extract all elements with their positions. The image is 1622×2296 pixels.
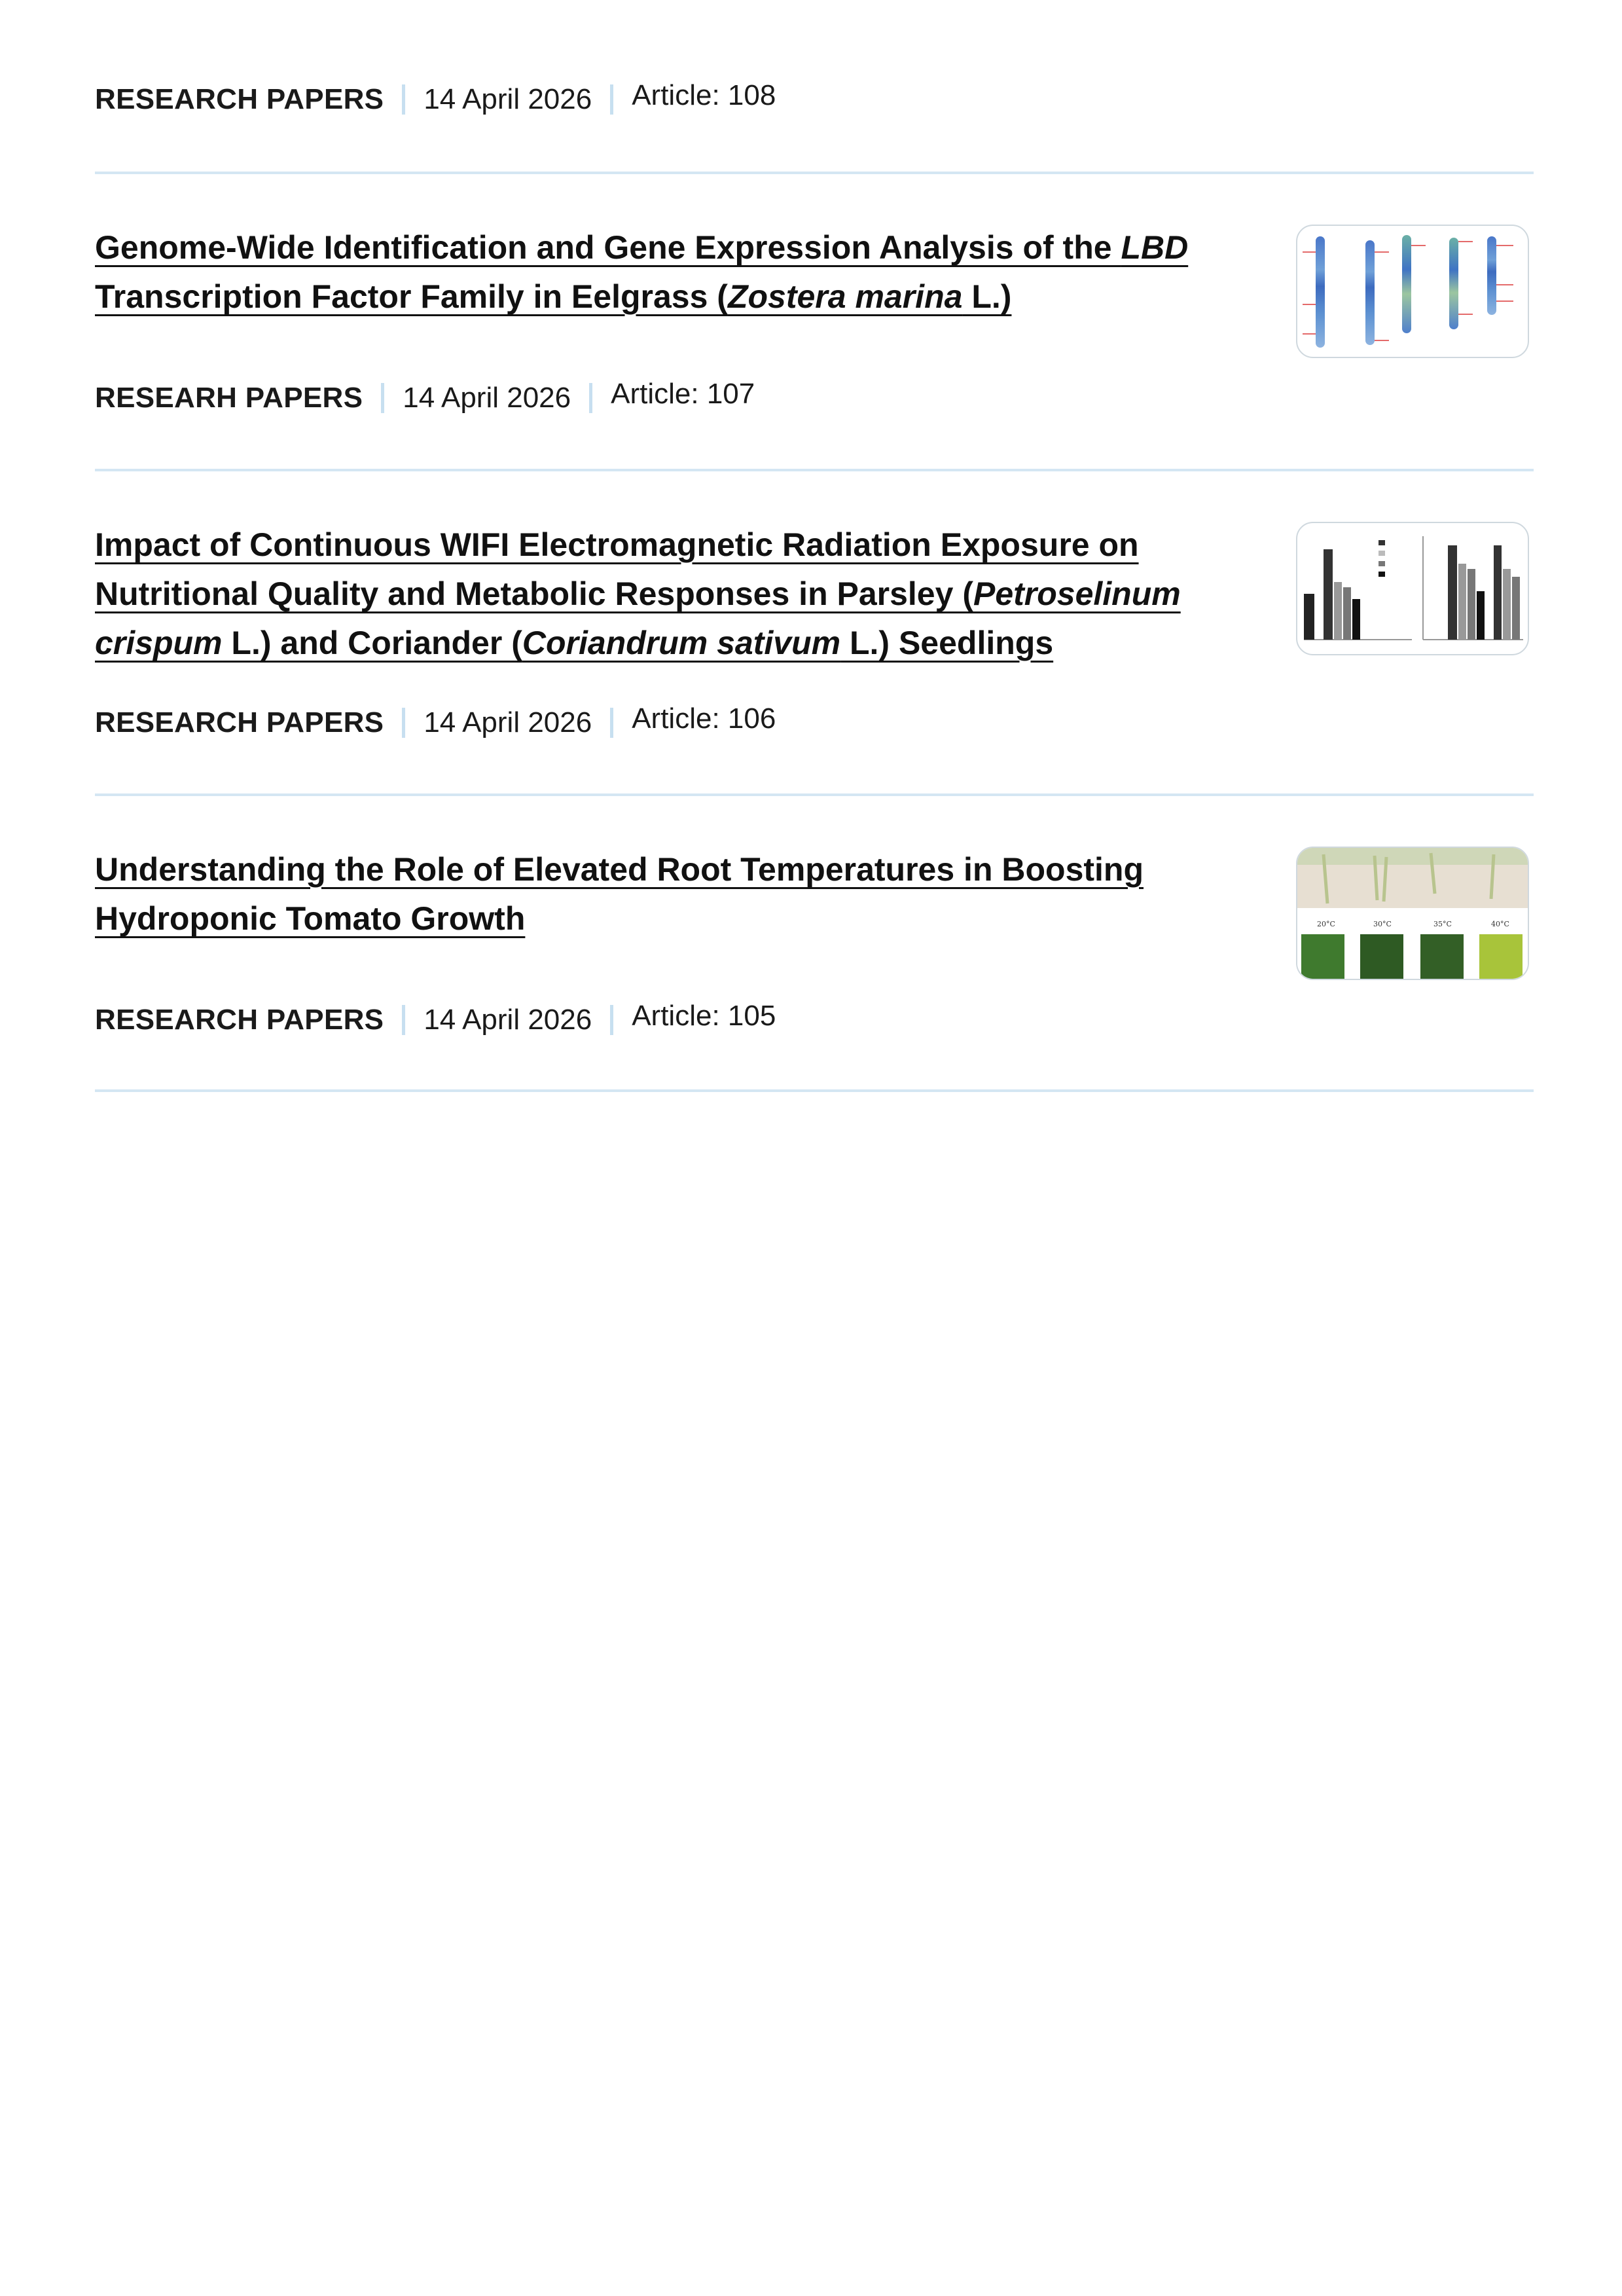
article-thumbnail-107[interactable] <box>1296 225 1529 358</box>
article-link-106[interactable]: Impact of Continuous WIFI Electromagnetic Radiation Exposure on Nutritional Quality and Metabolic Responses in Parsley (Petroselinum crispum L.) and Coriander (Coriandrum sativum L.) Seedlings <box>95 526 1181 661</box>
article-meta-108 <box>95 80 776 119</box>
article-number: Article: 106 <box>632 702 776 735</box>
meta-separator <box>610 84 613 115</box>
meta-separator <box>402 1005 405 1035</box>
article-meta-107 <box>95 378 755 418</box>
temp-label: 40°C <box>1491 920 1509 928</box>
article-number: Article: 107 <box>611 378 755 410</box>
temp-label: 30°C <box>1373 920 1392 928</box>
article-number: Article: 108 <box>632 79 776 111</box>
article-meta-105 <box>95 1000 776 1040</box>
category-label[interactable]: RESEARH PAPERS <box>95 382 363 414</box>
article-thumbnail-106[interactable] <box>1296 522 1529 655</box>
article-title-105 <box>95 845 1208 943</box>
divider <box>95 469 1534 471</box>
article-meta-106 <box>95 703 776 742</box>
category-label[interactable]: RESEARCH PAPERS <box>95 83 384 115</box>
temp-label: 20°C <box>1317 920 1335 928</box>
date-label: 14 April 2026 <box>424 83 592 115</box>
meta-separator <box>610 1005 613 1035</box>
meta-separator <box>610 708 613 738</box>
category-label[interactable]: RESEARCH PAPERS <box>95 706 384 738</box>
meta-separator <box>402 708 405 738</box>
date-label: 14 April 2026 <box>424 1004 592 1036</box>
meta-separator <box>381 383 384 413</box>
temp-label: 35°C <box>1433 920 1452 928</box>
article-link-107[interactable]: Genome-Wide Identification and Gene Expression Analysis of the LBD Transcription Factor Family in Eelgrass (Zostera marina L.) <box>95 229 1189 315</box>
article-title-106 <box>95 520 1208 668</box>
category-label[interactable]: RESEARCH PAPERS <box>95 1004 384 1036</box>
meta-separator <box>402 84 405 115</box>
date-label: 14 April 2026 <box>403 382 571 414</box>
divider <box>95 172 1534 174</box>
divider <box>95 1089 1534 1092</box>
meta-separator <box>589 383 592 413</box>
divider <box>95 793 1534 796</box>
article-title-107 <box>95 223 1208 321</box>
date-label: 14 April 2026 <box>424 706 592 738</box>
article-number: Article: 105 <box>632 1000 776 1032</box>
article-thumbnail-105[interactable] <box>1296 847 1529 980</box>
article-link-105[interactable]: Understanding the Role of Elevated Root Temperatures in Boosting Hydroponic Tomato Growth <box>95 851 1144 937</box>
